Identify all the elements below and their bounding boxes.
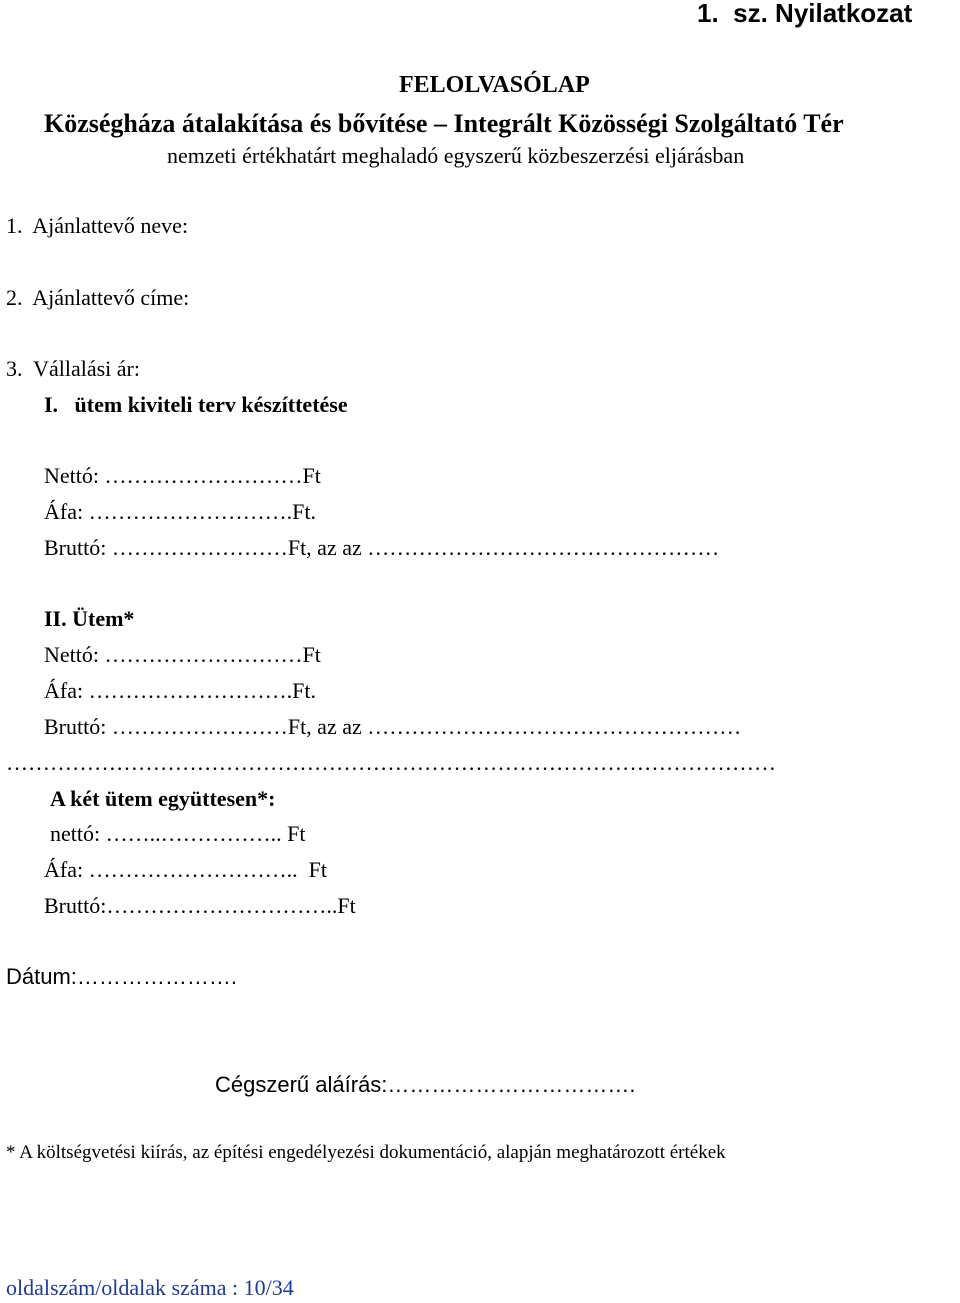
date-label: Dátum:…………………. [6,964,238,989]
phase1-heading: I. ütem kiviteli terv készíttetése [44,392,348,417]
phase1-vat: Áfa: ……………………….Ft. [44,499,316,524]
combined-net: nettó: ……..…………….. Ft [50,821,306,846]
phase2-vat: Áfa: ……………………….Ft. [44,678,316,703]
combined-gross: Bruttó:…………………………..Ft [44,893,356,918]
bidder-address-label: 2. Ajánlattevő címe: [6,285,190,310]
signature-label: Cégszerű aláírás:……………………………. [215,1072,636,1097]
combined-heading: A két ütem együttesen*: [50,786,276,811]
phase2-gross: Bruttó: ……………………Ft, az az …………………………………………… [44,714,742,739]
page-number: oldalszám/oldalak száma : 10/34 [6,1275,294,1300]
phase1-net: Nettó: ………………………Ft [44,463,321,488]
page-title: FELOLVASÓLAP [399,72,590,98]
footnote: * A költségvetési kiírás, az építési engedélyezési dokumentáció, alapján meghatározott értékek [6,1142,726,1163]
phase2-heading: II. Ütem* [44,606,135,631]
phase1-gross: Bruttó: ……………………Ft, az az ………………………………………… [44,535,720,560]
combined-vat: Áfa: ……………………….. Ft [44,857,327,882]
procedure-subtitle: nemzeti értékhatárt meghaladó egyszerű közbeszerzési eljárásban [167,143,745,168]
phase2-net: Nettó: ………………………Ft [44,642,321,667]
bidder-name-label: 1. Ajánlattevő neve: [6,213,189,238]
phase2-gross-continuation: …………………………………………………………………………………………… [6,750,776,775]
project-title: Községháza átalakítása és bővítése – Integrált Közösségi Szolgáltató Tér [44,109,844,138]
document-number: 1. sz. Nyilatkozat [697,0,913,28]
price-label: 3. Vállalási ár: [6,356,140,381]
